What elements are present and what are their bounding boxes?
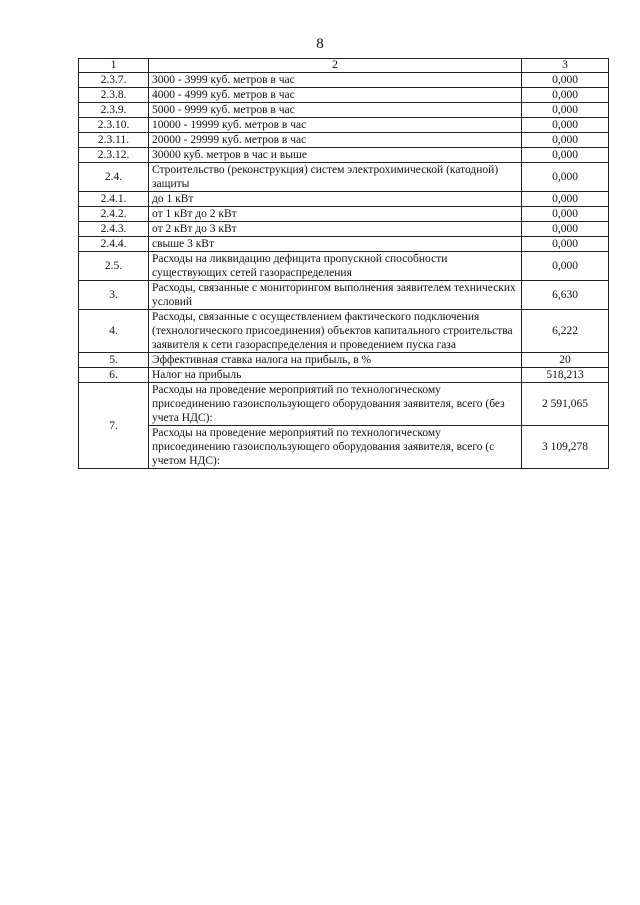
row-number: 2.4.3. xyxy=(79,222,149,237)
row-number: 2.3.8. xyxy=(79,88,149,103)
row-description: 30000 куб. метров в час и выше xyxy=(149,148,522,163)
table-row xyxy=(79,148,609,163)
table-row xyxy=(79,163,609,192)
row-number: 6. xyxy=(79,368,149,383)
row-value: 2 591,065 xyxy=(522,383,609,426)
row-number: 5. xyxy=(79,353,149,368)
row-description: от 2 кВт до 3 кВт xyxy=(149,222,522,237)
row-number: 2.3.9. xyxy=(79,103,149,118)
row-value: 0,000 xyxy=(522,192,609,207)
table-row xyxy=(79,310,609,353)
table-row xyxy=(79,192,609,207)
row-number: 2.4.2. xyxy=(79,207,149,222)
row-value: 6,222 xyxy=(522,310,609,353)
table-row xyxy=(79,73,609,88)
row-number: 4. xyxy=(79,310,149,353)
row-description: Расходы на проведение мероприятий по технологическому присоединению газоиспользующего оборудования заявителя, всего (с учетом НДС): xyxy=(149,426,522,469)
table-row xyxy=(79,237,609,252)
row-number: 2.3.10. xyxy=(79,118,149,133)
row-description: 10000 - 19999 куб. метров в час xyxy=(149,118,522,133)
header-col-2: 2 xyxy=(149,59,522,73)
row-description: 5000 - 9999 куб. метров в час xyxy=(149,103,522,118)
table-row xyxy=(79,368,609,383)
table-row xyxy=(79,426,609,469)
row-value: 0,000 xyxy=(522,252,609,281)
row-value: 0,000 xyxy=(522,237,609,252)
row-value: 0,000 xyxy=(522,148,609,163)
row-number: 2.3.11. xyxy=(79,133,149,148)
row-value: 0,000 xyxy=(522,88,609,103)
row-description: 3000 - 3999 куб. метров в час xyxy=(149,73,522,88)
table-row xyxy=(79,118,609,133)
row-value: 0,000 xyxy=(522,133,609,148)
row-description: Налог на прибыль xyxy=(149,368,522,383)
table-row xyxy=(79,133,609,148)
row-number: 2.4. xyxy=(79,163,149,192)
table-row xyxy=(79,88,609,103)
table-row xyxy=(79,252,609,281)
row-description: Расходы на проведение мероприятий по технологическому присоединению газоиспользующего оборудования заявителя, всего (без учета НДС): xyxy=(149,383,522,426)
table-row xyxy=(79,281,609,310)
table-row xyxy=(79,353,609,368)
table-row xyxy=(79,383,609,426)
header-col-1: 1 xyxy=(79,59,149,73)
row-description: Строительство (реконструкция) систем электрохимической (катодной) защиты xyxy=(149,163,522,192)
row-description: Расходы, связанные с осуществлением фактического подключения (технологического присоединения) объектов капитального строительства заявителя к сети газораспределения и проведением пуска газа xyxy=(149,310,522,353)
row-value: 0,000 xyxy=(522,118,609,133)
row-number: 7. xyxy=(79,383,149,469)
table-row xyxy=(79,103,609,118)
row-value: 518,213 xyxy=(522,368,609,383)
row-value: 0,000 xyxy=(522,103,609,118)
row-number: 2.5. xyxy=(79,252,149,281)
row-number: 2.3.7. xyxy=(79,73,149,88)
row-description: от 1 кВт до 2 кВт xyxy=(149,207,522,222)
row-number: 3. xyxy=(79,281,149,310)
row-description: 20000 - 29999 куб. метров в час xyxy=(149,133,522,148)
row-value: 0,000 xyxy=(522,163,609,192)
row-number: 2.4.4. xyxy=(79,237,149,252)
row-number: 2.3.12. xyxy=(79,148,149,163)
row-value: 20 xyxy=(522,353,609,368)
row-description: Расходы, связанные с мониторингом выполнения заявителем технических условий xyxy=(149,281,522,310)
row-value: 0,000 xyxy=(522,222,609,237)
row-description: свыше 3 кВт xyxy=(149,237,522,252)
table-row xyxy=(79,207,609,222)
cost-table xyxy=(78,58,609,469)
row-description: Эффективная ставка налога на прибыль, в % xyxy=(149,353,522,368)
header-col-3: 3 xyxy=(522,59,609,73)
row-value: 0,000 xyxy=(522,73,609,88)
row-number: 2.4.1. xyxy=(79,192,149,207)
row-description: до 1 кВт xyxy=(149,192,522,207)
row-value: 6,630 xyxy=(522,281,609,310)
page-number: 8 xyxy=(316,36,324,52)
row-description: 4000 - 4999 куб. метров в час xyxy=(149,88,522,103)
row-value: 3 109,278 xyxy=(522,426,609,469)
table-row xyxy=(79,222,609,237)
row-value: 0,000 xyxy=(522,207,609,222)
row-description: Расходы на ликвидацию дефицита пропускной способности существующих сетей газораспределения xyxy=(149,252,522,281)
table-header-row xyxy=(79,59,609,73)
